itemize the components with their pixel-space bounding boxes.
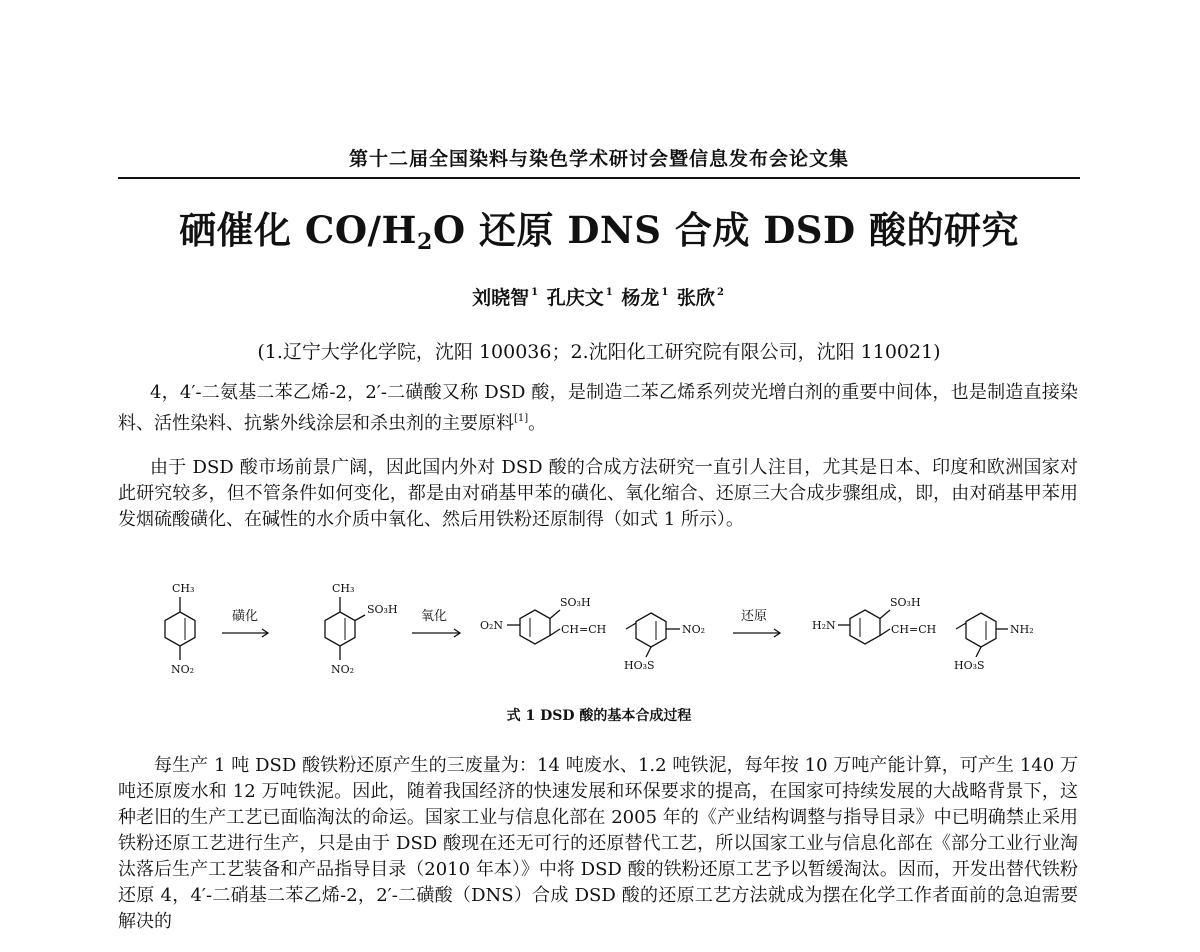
benzene-ring-1 [165,612,195,646]
proceedings-header: 第十二届全国染料与染色学术研讨会暨信息发布会论文集 [348,148,849,170]
step-oxidation: 氧化 [421,609,448,624]
label-ho3s: HO₃S [954,659,985,672]
label-vinyl: CH=CH [891,623,937,636]
label-ch3: CH₃ [332,582,355,595]
title-part-2: O 还原 DNS 合成 DSD 酸的研究 [432,208,1019,252]
paragraph-synthesis: 由于 DSD 酸市场前景广阔，因此国内外对 DSD 酸的合成方法研究一直引人注目，尤其是日本、印度和欧洲国家对此研究较多，但不管条件如何变化，都是由对硝基甲苯的磺化、氧化缩合、还原三大合成步骤组成，即，由对硝基甲苯用发烟硫酸磺化、在碱性的水介质中氧化、然后用铁粉还原制得（如式 1 所示）。 [118,457,1078,530]
affiliation: (1.辽宁大学化学院，沈阳 100036；2.沈阳化工研究院有限公司，沈阳 110021) [257,341,941,363]
paragraph-waste: 每生产 1 吨 DSD 酸铁粉还原产生的三废量为：14 吨废水、1.2 吨铁泥，每年按 10 万吨产能计算，可产生 140 万吨还原废水和 12 万吨铁泥。因此，随着我国经济的快速发展和环保要求的提高，在国家可持续发展的大战略背景下，这种老旧的生产工艺已面临淘汰的命运。国家工业与信息化部在 2005 年的《产业结构调整与指导目录》中已明确禁止采用铁粉还原工艺进行生产，只是由于 DSD 酸现在还无可行的还原替代工艺，所以国家工业与信息化部在《部分工业行业淘汰落后生产工艺装备和产品指导目录（2010 年本）》中将 DSD 酸的铁粉还原工艺予以暂缓淘汰。因而，开发出替代铁粉还原 4，4′-二硝基二苯乙烯-2，2′-二磺酸（DNS）合成 DSD 酸的还原工艺方法就成为摆在化学工作者面前的急迫需要解决的 [118,755,1078,932]
author-name: 杨龙 [621,287,660,309]
label-ho3s: HO₃S [624,659,655,672]
paper-title [118,200,1080,255]
label-so3h: SO₃H [890,596,921,609]
author-name: 孔庆文 [546,287,604,309]
label-no2: NO₂ [682,623,706,636]
label-ch3: CH₃ [172,582,195,595]
scheme-caption: 式 1 DSD 酸的基本合成过程 [506,708,692,724]
benzene-ring-5 [850,610,880,644]
author-affiliation-mark: 1 [531,287,539,298]
label-nh2: NH₂ [1010,623,1034,636]
synthesis-scheme [150,575,1060,685]
author-name: 刘晓智 [472,287,530,309]
label-no2: NO₂ [171,663,195,676]
label-so3h: SO₃H [560,596,591,609]
paragraph-end: 。 [528,413,547,434]
paragraph-text: 4，4′-二氨基二苯乙烯-2，2′-二磺酸又称 DSD 酸，是制造二苯乙烯系列荧光增白剂的重要中间体，也是制造直接染料、活性染料、抗紫外线涂层和杀虫剂的主要原料 [118,382,1078,434]
citation-ref: [1] [514,413,529,424]
author-affiliation-mark: 1 [661,287,669,298]
title-part-1: 硒催化 CO/H [178,208,418,252]
step-sulfonation: 磺化 [232,609,259,624]
author-list [118,283,1080,310]
benzene-ring-2 [325,612,355,646]
step-reduction: 还原 [741,609,768,624]
benzene-ring-3 [520,610,550,644]
author-affiliation-mark: 2 [716,287,724,298]
label-no2: NO₂ [331,663,355,676]
label-vinyl: CH=CH [561,623,607,636]
author-name: 张欣 [676,287,715,309]
title-subscript: 2 [417,229,433,255]
label-so3h: SO₃H [367,603,398,616]
benzene-ring-4 [636,613,666,647]
benzene-ring-6 [966,613,996,647]
header-rule [118,177,1080,179]
label-h2n: H₂N [812,619,836,632]
paragraph-intro [118,380,1078,437]
label-o2n: O₂N [480,619,504,632]
author-affiliation-mark: 1 [605,287,613,298]
